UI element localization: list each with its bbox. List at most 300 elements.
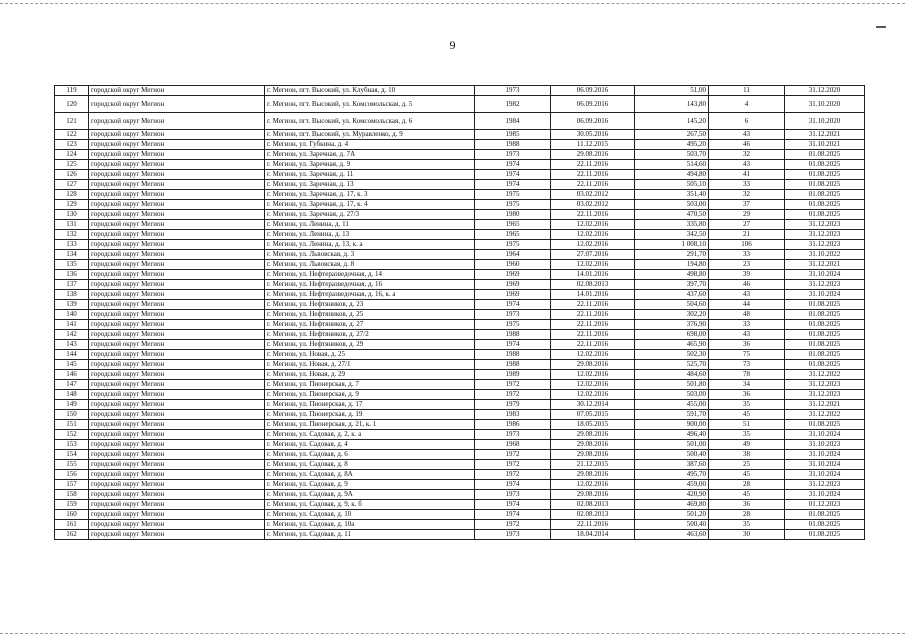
cell-area: 397,70 (635, 280, 709, 290)
cell-year-built: 1974 (475, 510, 551, 520)
cell-resettlement-deadline: 31.12.2023 (785, 240, 865, 250)
cell-resettlement-deadline: 31.10.2024 (785, 270, 865, 280)
cell-year-built: 1982 (475, 96, 551, 113)
cell-year-built: 1985 (475, 130, 551, 140)
cell-year-built: 1973 (475, 86, 551, 96)
cell-residents: 43 (709, 130, 785, 140)
cell-municipality: городской округ Мегион (89, 180, 265, 190)
cell-municipality: городской округ Мегион (89, 220, 265, 230)
cell-address: г. Мегион, ул. Новая, д. 27/1 (265, 360, 475, 370)
cell-inclusion-date: 02.08.2013 (551, 500, 635, 510)
table-row (55, 310, 865, 320)
cell-address: г. Мегион, пгт. Высокий, ул. Клубная, д. 10 (265, 86, 475, 96)
cell-year-built: 1972 (475, 460, 551, 470)
cell-municipality: городской округ Мегион (89, 96, 265, 113)
cell-area: 591,70 (635, 410, 709, 420)
cell-row-number: 152 (55, 430, 89, 440)
cell-year-built: 1969 (475, 270, 551, 280)
cell-year-built: 1988 (475, 350, 551, 360)
table-row (55, 300, 865, 310)
cell-municipality: городской округ Мегион (89, 86, 265, 96)
cell-row-number: 145 (55, 360, 89, 370)
cell-inclusion-date: 12.02.2016 (551, 260, 635, 270)
cell-residents: 51 (709, 420, 785, 430)
cell-row-number: 142 (55, 330, 89, 340)
cell-row-number: 151 (55, 420, 89, 430)
cell-inclusion-date: 03.02.2012 (551, 190, 635, 200)
cell-area: 376,90 (635, 320, 709, 330)
cell-address: г. Мегион, ул. Нефтеразведочная, д. 16 (265, 280, 475, 290)
cell-resettlement-deadline: 31.12.2023 (785, 480, 865, 490)
table-row (55, 520, 865, 530)
cell-residents: 28 (709, 510, 785, 520)
cell-row-number: 146 (55, 370, 89, 380)
cell-area: 494,80 (635, 170, 709, 180)
cell-area: 1 008,10 (635, 240, 709, 250)
cell-year-built: 1968 (475, 440, 551, 450)
cell-inclusion-date: 29.08.2016 (551, 470, 635, 480)
cell-municipality: городской округ Мегион (89, 360, 265, 370)
cell-inclusion-date: 12.02.2016 (551, 370, 635, 380)
cell-address: г. Мегион, ул. Садовая, д. 10а (265, 520, 475, 530)
cell-resettlement-deadline: 01.08.2025 (785, 340, 865, 350)
cell-residents: 37 (709, 200, 785, 210)
cell-address: г. Мегион, ул. Ленина, д. 11 (265, 220, 475, 230)
cell-area: 495,20 (635, 140, 709, 150)
table-row (55, 170, 865, 180)
cell-row-number: 157 (55, 480, 89, 490)
cell-year-built: 1974 (475, 300, 551, 310)
cell-resettlement-deadline: 31.10.2024 (785, 460, 865, 470)
cell-residents: 11 (709, 86, 785, 96)
cell-resettlement-deadline: 31.12.2022 (785, 370, 865, 380)
cell-resettlement-deadline: 31.12.2022 (785, 410, 865, 420)
cell-year-built: 1979 (475, 400, 551, 410)
cell-area: 302,20 (635, 310, 709, 320)
cell-inclusion-date: 06.09.2016 (551, 96, 635, 113)
table-row (55, 460, 865, 470)
cell-row-number: 138 (55, 290, 89, 300)
cell-resettlement-deadline: 31.12.2021 (785, 130, 865, 140)
cell-inclusion-date: 14.01.2016 (551, 270, 635, 280)
cell-year-built: 1986 (475, 420, 551, 430)
cell-inclusion-date: 29.08.2016 (551, 440, 635, 450)
cell-row-number: 128 (55, 190, 89, 200)
cell-resettlement-deadline: 01.12.2023 (785, 500, 865, 510)
cell-year-built: 1965 (475, 220, 551, 230)
cell-residents: 28 (709, 480, 785, 490)
cell-area: 194,80 (635, 260, 709, 270)
cell-municipality: городской округ Мегион (89, 130, 265, 140)
cell-municipality: городской округ Мегион (89, 240, 265, 250)
cell-municipality: городской округ Мегион (89, 330, 265, 340)
table-row (55, 370, 865, 380)
cell-year-built: 1975 (475, 200, 551, 210)
cell-area: 698,00 (635, 330, 709, 340)
cell-resettlement-deadline: 31.12.2023 (785, 280, 865, 290)
table-row (55, 113, 865, 130)
cell-municipality: городской округ Мегион (89, 480, 265, 490)
cell-area: 496,40 (635, 430, 709, 440)
cell-year-built: 1973 (475, 530, 551, 540)
cell-row-number: 139 (55, 300, 89, 310)
cell-area: 465,90 (635, 340, 709, 350)
cell-area: 501,20 (635, 510, 709, 520)
cell-address: г. Мегион, ул. Садовая, д. 11 (265, 530, 475, 540)
cell-address: г. Мегион, ул. Нефтяников, д. 23 (265, 300, 475, 310)
cell-municipality: городской округ Мегион (89, 140, 265, 150)
cell-area: 437,60 (635, 290, 709, 300)
cell-municipality: городской округ Мегион (89, 340, 265, 350)
cell-area: 459,00 (635, 480, 709, 490)
cell-municipality: городской округ Мегион (89, 310, 265, 320)
cell-municipality: городской округ Мегион (89, 520, 265, 530)
cell-residents: 34 (709, 380, 785, 390)
cell-resettlement-deadline: 01.08.2025 (785, 150, 865, 160)
table-row (55, 330, 865, 340)
cell-address: г. Мегион, ул. Заречная, д. 9 (265, 160, 475, 170)
cell-residents: 35 (709, 520, 785, 530)
cell-address: г. Мегион, ул. Садовая, д. 9 (265, 480, 475, 490)
cell-row-number: 141 (55, 320, 89, 330)
cell-residents: 46 (709, 140, 785, 150)
cell-year-built: 1973 (475, 430, 551, 440)
cell-resettlement-deadline: 01.08.2025 (785, 190, 865, 200)
cell-area: 505,10 (635, 180, 709, 190)
cell-municipality: городской округ Мегион (89, 320, 265, 330)
cell-inclusion-date: 22.11.2016 (551, 170, 635, 180)
table-row (55, 290, 865, 300)
cell-address: г. Мегион, пгт. Высокий, ул. Муравленко, д. 9 (265, 130, 475, 140)
cell-resettlement-deadline: 31.10.2022 (785, 250, 865, 260)
cell-year-built: 1975 (475, 320, 551, 330)
cell-address: г. Мегион, ул. Садовая, д. 8 (265, 460, 475, 470)
cell-row-number: 154 (55, 450, 89, 460)
cell-row-number: 162 (55, 530, 89, 540)
cell-resettlement-deadline: 31.12.2023 (785, 220, 865, 230)
cell-municipality: городской округ Мегион (89, 530, 265, 540)
cell-resettlement-deadline: 31.10.2024 (785, 430, 865, 440)
cell-area: 267,50 (635, 130, 709, 140)
cell-inclusion-date: 29.08.2016 (551, 450, 635, 460)
table-row (55, 150, 865, 160)
cell-municipality: городской округ Мегион (89, 350, 265, 360)
cell-municipality: городской округ Мегион (89, 380, 265, 390)
cell-municipality: городской округ Мегион (89, 490, 265, 500)
cell-residents: 35 (709, 430, 785, 440)
table-row (55, 380, 865, 390)
cell-address: г. Мегион, ул. Пионерская, д. 19 (265, 410, 475, 420)
cell-residents: 32 (709, 190, 785, 200)
cell-address: г. Мегион, пгт. Высокий, ул. Комсомольская, д. 5 (265, 96, 475, 113)
cell-address: г. Мегион, ул. Садовая, д. 8А (265, 470, 475, 480)
scan-bottom-edge (0, 633, 905, 634)
cell-residents: 43 (709, 290, 785, 300)
cell-resettlement-deadline: 31.10.2024 (785, 290, 865, 300)
cell-area: 455,00 (635, 400, 709, 410)
cell-resettlement-deadline: 31.10.2024 (785, 490, 865, 500)
cell-row-number: 123 (55, 140, 89, 150)
cell-row-number: 155 (55, 460, 89, 470)
cell-residents: 35 (709, 400, 785, 410)
cell-residents: 36 (709, 390, 785, 400)
cell-area: 291,70 (635, 250, 709, 260)
cell-area: 498,80 (635, 270, 709, 280)
cell-row-number: 149 (55, 400, 89, 410)
cell-inclusion-date: 22.11.2016 (551, 340, 635, 350)
cell-address: г. Мегион, ул. Новая, д. 29 (265, 370, 475, 380)
cell-inclusion-date: 22.11.2016 (551, 320, 635, 330)
table-row (55, 280, 865, 290)
page-number: 9 (449, 38, 456, 52)
cell-resettlement-deadline: 01.08.2025 (785, 160, 865, 170)
cell-row-number: 121 (55, 113, 89, 130)
table-row (55, 96, 865, 113)
cell-municipality: городской округ Мегион (89, 410, 265, 420)
cell-address: г. Мегион, ул. Пионерская, д. 21, к. 1 (265, 420, 475, 430)
cell-row-number: 127 (55, 180, 89, 190)
cell-inclusion-date: 29.08.2016 (551, 430, 635, 440)
cell-area: 51,00 (635, 86, 709, 96)
cell-year-built: 1964 (475, 250, 551, 260)
cell-row-number: 153 (55, 440, 89, 450)
cell-inclusion-date: 02.08.2013 (551, 510, 635, 520)
cell-area: 503,00 (635, 390, 709, 400)
cell-address: г. Мегион, ул. Заречная, д. 7А (265, 150, 475, 160)
cell-row-number: 137 (55, 280, 89, 290)
cell-resettlement-deadline: 31.10.2020 (785, 96, 865, 113)
cell-row-number: 144 (55, 350, 89, 360)
cell-address: г. Мегион, ул. Ленина, д. 13 (265, 230, 475, 240)
cell-residents: 25 (709, 460, 785, 470)
table-row (55, 340, 865, 350)
cell-resettlement-deadline: 01.08.2025 (785, 210, 865, 220)
cell-address: г. Мегион, ул. Садовая, д. 2, к. а (265, 430, 475, 440)
cell-residents: 33 (709, 320, 785, 330)
cell-address: г. Мегион, ул. Нефтяников, д. 27/2 (265, 330, 475, 340)
cell-residents: 46 (709, 280, 785, 290)
cell-row-number: 161 (55, 520, 89, 530)
cell-inclusion-date: 06.09.2016 (551, 86, 635, 96)
cell-inclusion-date: 12.02.2016 (551, 220, 635, 230)
cell-year-built: 1984 (475, 113, 551, 130)
cell-inclusion-date: 22.11.2016 (551, 520, 635, 530)
table-row (55, 240, 865, 250)
table-row (55, 130, 865, 140)
cell-inclusion-date: 29.08.2016 (551, 150, 635, 160)
cell-residents: 30 (709, 530, 785, 540)
table-row (55, 510, 865, 520)
cell-year-built: 1988 (475, 140, 551, 150)
table-row (55, 530, 865, 540)
table-row (55, 480, 865, 490)
table-body (55, 86, 865, 540)
cell-address: г. Мегион, ул. Заречная, д. 27/3 (265, 210, 475, 220)
cell-municipality: городской округ Мегион (89, 190, 265, 200)
cell-row-number: 147 (55, 380, 89, 390)
table-row (55, 260, 865, 270)
cell-year-built: 1969 (475, 280, 551, 290)
cell-resettlement-deadline: 31.12.2023 (785, 380, 865, 390)
cell-area: 502,30 (635, 350, 709, 360)
table-row (55, 360, 865, 370)
cell-address: г. Мегион, ул. Садовая, д. 6 (265, 450, 475, 460)
cell-inclusion-date: 06.09.2016 (551, 113, 635, 130)
cell-year-built: 1975 (475, 190, 551, 200)
cell-residents: 43 (709, 330, 785, 340)
cell-row-number: 131 (55, 220, 89, 230)
cell-resettlement-deadline: 31.12.2021 (785, 400, 865, 410)
cell-row-number: 129 (55, 200, 89, 210)
table-row (55, 230, 865, 240)
cell-address: г. Мегион, ул. Нефтеразведочная, д. 14 (265, 270, 475, 280)
cell-residents: 106 (709, 240, 785, 250)
cell-resettlement-deadline: 01.08.2025 (785, 360, 865, 370)
cell-area: 335,80 (635, 220, 709, 230)
cell-row-number: 148 (55, 390, 89, 400)
table-row (55, 400, 865, 410)
cell-address: г. Мегион, ул. Заречная, д. 17, к. 4 (265, 200, 475, 210)
cell-resettlement-deadline: 31.10.2021 (785, 140, 865, 150)
cell-residents: 45 (709, 470, 785, 480)
cell-year-built: 1973 (475, 490, 551, 500)
table-row (55, 500, 865, 510)
cell-residents: 4 (709, 96, 785, 113)
cell-municipality: городской округ Мегион (89, 150, 265, 160)
cell-address: г. Мегион, ул. Львовская, д. 3 (265, 250, 475, 260)
cell-inclusion-date: 02.08.2013 (551, 280, 635, 290)
cell-area: 514,60 (635, 160, 709, 170)
cell-row-number: 143 (55, 340, 89, 350)
cell-resettlement-deadline: 01.08.2025 (785, 300, 865, 310)
cell-residents: 78 (709, 370, 785, 380)
cell-row-number: 156 (55, 470, 89, 480)
cell-area: 342,50 (635, 230, 709, 240)
table-row (55, 430, 865, 440)
cell-inclusion-date: 21.12.2015 (551, 460, 635, 470)
table-row (55, 270, 865, 280)
cell-row-number: 158 (55, 490, 89, 500)
cell-municipality: городской округ Мегион (89, 500, 265, 510)
table-row (55, 490, 865, 500)
cell-inclusion-date: 22.11.2016 (551, 330, 635, 340)
cell-municipality: городской округ Мегион (89, 390, 265, 400)
cell-inclusion-date: 14.01.2016 (551, 290, 635, 300)
cell-year-built: 1980 (475, 210, 551, 220)
table-row (55, 86, 865, 96)
cell-area: 525,70 (635, 360, 709, 370)
cell-resettlement-deadline: 31.10.2024 (785, 470, 865, 480)
cell-row-number: 122 (55, 130, 89, 140)
cell-inclusion-date: 18.05.2015 (551, 420, 635, 430)
cell-resettlement-deadline: 01.08.2025 (785, 350, 865, 360)
cell-row-number: 125 (55, 160, 89, 170)
cell-residents: 49 (709, 440, 785, 450)
cell-resettlement-deadline: 31.12.2021 (785, 260, 865, 270)
table-row (55, 160, 865, 170)
cell-municipality: городской округ Мегион (89, 280, 265, 290)
cell-area: 351,40 (635, 190, 709, 200)
cell-address: г. Мегион, ул. Пионерская, д. 9 (265, 390, 475, 400)
cell-inclusion-date: 27.07.2016 (551, 250, 635, 260)
cell-year-built: 1988 (475, 330, 551, 340)
cell-municipality: городской округ Мегион (89, 230, 265, 240)
cell-row-number: 126 (55, 170, 89, 180)
cell-address: г. Мегион, ул. Садовая, д. 10 (265, 510, 475, 520)
cell-row-number: 130 (55, 210, 89, 220)
cell-inclusion-date: 07.05.2015 (551, 410, 635, 420)
cell-year-built: 1974 (475, 170, 551, 180)
cell-municipality: городской округ Мегион (89, 430, 265, 440)
cell-residents: 43 (709, 160, 785, 170)
cell-area: 145,20 (635, 113, 709, 130)
cell-address: г. Мегион, ул. Нефтяников, д. 27 (265, 320, 475, 330)
cell-municipality: городской округ Мегион (89, 420, 265, 430)
cell-address: г. Мегион, ул. Губкина, д. 4 (265, 140, 475, 150)
cell-area: 143,80 (635, 96, 709, 113)
table-row (55, 390, 865, 400)
cell-row-number: 132 (55, 230, 89, 240)
cell-address: г. Мегион, ул. Львовская, д. 8 (265, 260, 475, 270)
cell-year-built: 1974 (475, 500, 551, 510)
cell-area: 503,70 (635, 150, 709, 160)
cell-address: г. Мегион, ул. Новая, д. 25 (265, 350, 475, 360)
cell-inclusion-date: 30.05.2016 (551, 130, 635, 140)
table-row (55, 200, 865, 210)
cell-year-built: 1969 (475, 290, 551, 300)
cell-inclusion-date: 18.04.2014 (551, 530, 635, 540)
cell-area: 484,60 (635, 370, 709, 380)
cell-year-built: 1975 (475, 240, 551, 250)
cell-municipality: городской округ Мегион (89, 260, 265, 270)
cell-municipality: городской округ Мегион (89, 160, 265, 170)
table-row (55, 220, 865, 230)
cell-inclusion-date: 22.11.2016 (551, 310, 635, 320)
table-row (55, 420, 865, 430)
cell-residents: 39 (709, 270, 785, 280)
table-row (55, 210, 865, 220)
cell-residents: 44 (709, 300, 785, 310)
table-row (55, 450, 865, 460)
cell-area: 500,40 (635, 450, 709, 460)
table-row (55, 410, 865, 420)
cell-resettlement-deadline: 01.08.2025 (785, 310, 865, 320)
cell-municipality: городской округ Мегион (89, 460, 265, 470)
cell-resettlement-deadline: 01.08.2025 (785, 320, 865, 330)
cell-residents: 27 (709, 220, 785, 230)
cell-row-number: 119 (55, 86, 89, 96)
cell-residents: 38 (709, 450, 785, 460)
cell-year-built: 1972 (475, 390, 551, 400)
cell-year-built: 1974 (475, 160, 551, 170)
cell-inclusion-date: 12.02.2016 (551, 240, 635, 250)
cell-municipality: городской округ Мегион (89, 450, 265, 460)
scan-mark (876, 26, 886, 28)
cell-year-built: 1974 (475, 340, 551, 350)
cell-address: г. Мегион, ул. Нефтяников, д. 25 (265, 310, 475, 320)
cell-residents: 36 (709, 340, 785, 350)
cell-address: г. Мегион, ул. Ленина, д. 13, к. а (265, 240, 475, 250)
table-row (55, 440, 865, 450)
cell-area: 463,60 (635, 530, 709, 540)
cell-residents: 41 (709, 170, 785, 180)
cell-resettlement-deadline: 01.08.2025 (785, 530, 865, 540)
cell-inclusion-date: 12.02.2016 (551, 480, 635, 490)
cell-year-built: 1988 (475, 360, 551, 370)
cell-residents: 36 (709, 500, 785, 510)
cell-resettlement-deadline: 01.08.2025 (785, 330, 865, 340)
cell-municipality: городской округ Мегион (89, 300, 265, 310)
